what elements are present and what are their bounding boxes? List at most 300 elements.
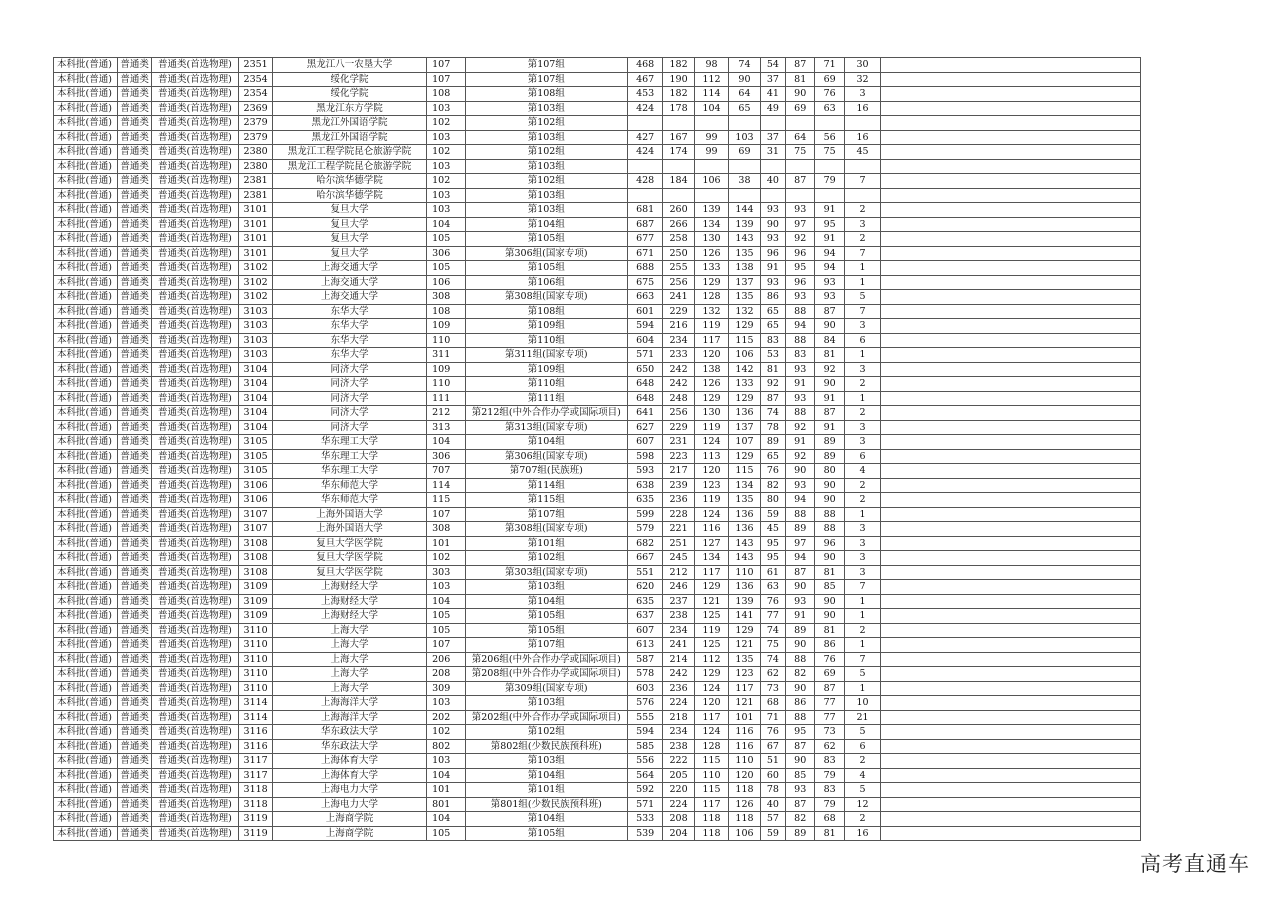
cell-subject-type: 普通类(首选物理): [152, 174, 238, 189]
cell-subject-type: 普通类(首选物理): [152, 362, 238, 377]
cell-score-d: 31: [760, 145, 785, 160]
cell-score-b: 129: [694, 667, 728, 682]
cell-school-code: 2379: [238, 116, 272, 131]
cell-empty: [881, 464, 1141, 479]
cell-batch: 本科批(普通): [54, 594, 118, 609]
cell-score-a: 220: [663, 783, 694, 798]
cell-batch: 本科批(普通): [54, 304, 118, 319]
cell-score-e: 89: [786, 623, 815, 638]
cell-score-b: 120: [694, 696, 728, 711]
cell-school-name: 复旦大学: [273, 217, 427, 232]
cell-group-name: 第110组: [465, 377, 627, 392]
cell-school-code: 3108: [238, 551, 272, 566]
table-row: [54, 652, 1141, 667]
cell-subject-type: 普通类(首选物理): [152, 522, 238, 537]
cell-group-name: 第107组: [465, 507, 627, 522]
cell-rank-count: 3: [844, 217, 881, 232]
table-row: [54, 667, 1141, 682]
cell-empty: [881, 101, 1141, 116]
cell-score-f: [815, 116, 844, 131]
cell-rank-count: [844, 116, 881, 131]
cell-batch: 本科批(普通): [54, 159, 118, 174]
cell-group-name: 第208组(中外合作办学或国际项目): [465, 667, 627, 682]
cell-score-d: 71: [760, 710, 785, 725]
cell-batch: 本科批(普通): [54, 551, 118, 566]
cell-school-name: 上海体育大学: [273, 768, 427, 783]
cell-score-a: 258: [663, 232, 694, 247]
cell-score-d: 76: [760, 725, 785, 740]
cell-rank-count: 5: [844, 667, 881, 682]
cell-school-name: 华东理工大学: [273, 449, 427, 464]
cell-category: 普通类: [117, 464, 151, 479]
cell-subject-type: 普通类(首选物理): [152, 304, 238, 319]
cell-school-name: 同济大学: [273, 420, 427, 435]
cell-group-name: 第110组: [465, 333, 627, 348]
cell-total-score: 578: [627, 667, 662, 682]
cell-category: 普通类: [117, 304, 151, 319]
cell-group-code: 103: [427, 101, 466, 116]
cell-total-score: 598: [627, 449, 662, 464]
table-row: [54, 580, 1141, 595]
cell-group-code: 107: [427, 58, 466, 73]
cell-score-b: 133: [694, 261, 728, 276]
cell-group-name: 第106组: [465, 275, 627, 290]
cell-group-code: 202: [427, 710, 466, 725]
cell-total-score: 427: [627, 130, 662, 145]
cell-category: 普通类: [117, 449, 151, 464]
cell-empty: [881, 246, 1141, 261]
cell-score-e: 93: [786, 594, 815, 609]
cell-total-score: [627, 188, 662, 203]
cell-school-name: 黑龙江外国语学院: [273, 130, 427, 145]
cell-school-name: 上海财经大学: [273, 609, 427, 624]
cell-category: 普通类: [117, 333, 151, 348]
cell-total-score: 604: [627, 333, 662, 348]
cell-score-e: 95: [786, 261, 815, 276]
cell-score-f: 76: [815, 652, 844, 667]
cell-group-code: 101: [427, 783, 466, 798]
cell-subject-type: 普通类(首选物理): [152, 667, 238, 682]
table-row: [54, 319, 1141, 334]
cell-school-name: 上海交通大学: [273, 261, 427, 276]
cell-group-name: 第313组(国家专项): [465, 420, 627, 435]
cell-rank-count: 21: [844, 710, 881, 725]
cell-category: 普通类: [117, 145, 151, 160]
cell-score-b: 125: [694, 638, 728, 653]
cell-score-e: 85: [786, 768, 815, 783]
cell-total-score: 424: [627, 145, 662, 160]
cell-score-e: 88: [786, 333, 815, 348]
cell-score-e: 91: [786, 609, 815, 624]
cell-group-code: 103: [427, 580, 466, 595]
table-row: [54, 304, 1141, 319]
cell-score-c: 120: [729, 768, 760, 783]
cell-score-b: 129: [694, 275, 728, 290]
cell-empty: [881, 319, 1141, 334]
cell-subject-type: 普通类(首选物理): [152, 159, 238, 174]
cell-score-a: 237: [663, 594, 694, 609]
cell-score-f: 84: [815, 333, 844, 348]
cell-school-name: 哈尔滨华德学院: [273, 174, 427, 189]
cell-group-name: 第105组: [465, 609, 627, 624]
cell-score-c: 106: [729, 348, 760, 363]
cell-school-name: 复旦大学: [273, 246, 427, 261]
cell-group-code: 212: [427, 406, 466, 421]
cell-group-name: 第111组: [465, 391, 627, 406]
cell-score-b: 128: [694, 739, 728, 754]
cell-group-code: 103: [427, 696, 466, 711]
cell-rank-count: 3: [844, 565, 881, 580]
table-row: [54, 87, 1141, 102]
cell-total-score: 594: [627, 319, 662, 334]
cell-subject-type: 普通类(首选物理): [152, 116, 238, 131]
cell-score-a: 256: [663, 406, 694, 421]
cell-group-name: 第101组: [465, 783, 627, 798]
table-row: [54, 188, 1141, 203]
cell-score-c: 136: [729, 507, 760, 522]
cell-category: 普通类: [117, 812, 151, 827]
cell-batch: 本科批(普通): [54, 58, 118, 73]
cell-rank-count: 10: [844, 696, 881, 711]
cell-group-name: 第206组(中外合作办学或国际项目): [465, 652, 627, 667]
cell-group-code: 101: [427, 536, 466, 551]
table-row: [54, 377, 1141, 392]
cell-score-b: 132: [694, 304, 728, 319]
cell-score-b: 116: [694, 522, 728, 537]
cell-batch: 本科批(普通): [54, 246, 118, 261]
cell-group-name: 第103组: [465, 203, 627, 218]
cell-category: 普通类: [117, 551, 151, 566]
cell-rank-count: 7: [844, 246, 881, 261]
cell-score-d: 93: [760, 275, 785, 290]
cell-subject-type: 普通类(首选物理): [152, 377, 238, 392]
cell-school-code: 3116: [238, 739, 272, 754]
cell-score-c: 135: [729, 290, 760, 305]
cell-score-f: 90: [815, 551, 844, 566]
cell-total-score: 613: [627, 638, 662, 653]
cell-rank-count: 7: [844, 174, 881, 189]
cell-score-b: 119: [694, 420, 728, 435]
cell-school-name: 东华大学: [273, 333, 427, 348]
cell-score-c: 69: [729, 145, 760, 160]
cell-school-code: 3104: [238, 362, 272, 377]
cell-group-name: 第107组: [465, 638, 627, 653]
cell-total-score: 585: [627, 739, 662, 754]
cell-score-c: 143: [729, 551, 760, 566]
table-row: [54, 826, 1141, 841]
cell-group-code: 111: [427, 391, 466, 406]
cell-empty: [881, 275, 1141, 290]
cell-total-score: 555: [627, 710, 662, 725]
cell-score-a: [663, 116, 694, 131]
cell-score-f: 90: [815, 478, 844, 493]
cell-score-a: 182: [663, 87, 694, 102]
cell-score-b: 114: [694, 87, 728, 102]
cell-batch: 本科批(普通): [54, 174, 118, 189]
cell-score-d: 76: [760, 464, 785, 479]
cell-empty: [881, 710, 1141, 725]
cell-score-d: 74: [760, 406, 785, 421]
cell-score-b: 117: [694, 710, 728, 725]
cell-empty: [881, 87, 1141, 102]
cell-group-code: 308: [427, 522, 466, 537]
cell-empty: [881, 725, 1141, 740]
table-row: [54, 130, 1141, 145]
cell-category: 普通类: [117, 290, 151, 305]
table-row: [54, 565, 1141, 580]
cell-score-f: 92: [815, 362, 844, 377]
cell-total-score: 607: [627, 435, 662, 450]
cell-total-score: 556: [627, 754, 662, 769]
cell-school-name: 上海海洋大学: [273, 710, 427, 725]
cell-batch: 本科批(普通): [54, 261, 118, 276]
cell-score-d: 87: [760, 391, 785, 406]
cell-rank-count: 3: [844, 435, 881, 450]
cell-school-name: 华东理工大学: [273, 464, 427, 479]
table-row: [54, 739, 1141, 754]
cell-score-d: 59: [760, 507, 785, 522]
cell-score-c: 115: [729, 333, 760, 348]
cell-category: 普通类: [117, 246, 151, 261]
table-row: [54, 725, 1141, 740]
cell-score-f: 56: [815, 130, 844, 145]
cell-group-code: 110: [427, 333, 466, 348]
table-row: [54, 101, 1141, 116]
cell-score-a: 242: [663, 362, 694, 377]
cell-score-e: 91: [786, 435, 815, 450]
cell-score-d: 75: [760, 638, 785, 653]
cell-batch: 本科批(普通): [54, 232, 118, 247]
cell-total-score: [627, 159, 662, 174]
cell-category: 普通类: [117, 391, 151, 406]
cell-empty: [881, 174, 1141, 189]
cell-score-d: [760, 188, 785, 203]
cell-score-e: 94: [786, 493, 815, 508]
cell-category: 普通类: [117, 87, 151, 102]
cell-score-f: 80: [815, 464, 844, 479]
cell-school-code: 3105: [238, 449, 272, 464]
cell-school-name: 上海交通大学: [273, 290, 427, 305]
cell-score-e: 86: [786, 696, 815, 711]
cell-group-name: 第103组: [465, 580, 627, 595]
cell-rank-count: 2: [844, 406, 881, 421]
table-row: [54, 638, 1141, 653]
cell-score-c: 134: [729, 478, 760, 493]
cell-school-name: 上海大学: [273, 681, 427, 696]
table-row: [54, 333, 1141, 348]
cell-score-a: 242: [663, 377, 694, 392]
cell-category: 普通类: [117, 101, 151, 116]
cell-empty: [881, 203, 1141, 218]
cell-score-c: 138: [729, 261, 760, 276]
cell-score-c: 121: [729, 696, 760, 711]
cell-category: 普通类: [117, 768, 151, 783]
cell-score-e: 88: [786, 507, 815, 522]
cell-score-d: 41: [760, 87, 785, 102]
cell-score-c: 141: [729, 609, 760, 624]
cell-score-c: 110: [729, 565, 760, 580]
cell-score-f: 89: [815, 435, 844, 450]
cell-score-a: 190: [663, 72, 694, 87]
cell-school-name: 同济大学: [273, 377, 427, 392]
cell-score-f: 88: [815, 507, 844, 522]
cell-score-b: [694, 188, 728, 203]
cell-score-a: 214: [663, 652, 694, 667]
cell-subject-type: 普通类(首选物理): [152, 290, 238, 305]
cell-school-code: 2354: [238, 72, 272, 87]
table-row: [54, 812, 1141, 827]
cell-score-d: 93: [760, 203, 785, 218]
cell-score-e: 91: [786, 377, 815, 392]
table-row: [54, 174, 1141, 189]
cell-batch: 本科批(普通): [54, 290, 118, 305]
cell-score-f: 83: [815, 754, 844, 769]
cell-score-e: 83: [786, 348, 815, 363]
cell-score-e: 88: [786, 304, 815, 319]
cell-school-name: 黑龙江工程学院昆仑旅游学院: [273, 159, 427, 174]
cell-group-name: 第308组(国家专项): [465, 522, 627, 537]
cell-subject-type: 普通类(首选物理): [152, 623, 238, 638]
cell-group-name: 第102组: [465, 145, 627, 160]
cell-score-b: 121: [694, 594, 728, 609]
cell-school-code: 3103: [238, 333, 272, 348]
cell-school-code: 3119: [238, 812, 272, 827]
cell-score-d: 37: [760, 130, 785, 145]
cell-score-e: 82: [786, 812, 815, 827]
cell-score-d: 93: [760, 232, 785, 247]
cell-score-e: 88: [786, 652, 815, 667]
cell-category: 普通类: [117, 594, 151, 609]
cell-empty: [881, 261, 1141, 276]
cell-school-code: 3110: [238, 638, 272, 653]
cell-total-score: 594: [627, 725, 662, 740]
cell-score-c: 118: [729, 812, 760, 827]
cell-score-a: 228: [663, 507, 694, 522]
cell-score-a: 266: [663, 217, 694, 232]
cell-group-name: 第303组(国家专项): [465, 565, 627, 580]
cell-score-e: 89: [786, 826, 815, 841]
cell-group-name: 第107组: [465, 58, 627, 73]
cell-total-score: 648: [627, 391, 662, 406]
cell-group-name: 第105组: [465, 623, 627, 638]
cell-group-code: 107: [427, 72, 466, 87]
cell-batch: 本科批(普通): [54, 116, 118, 131]
cell-school-name: 复旦大学医学院: [273, 536, 427, 551]
cell-score-b: 119: [694, 319, 728, 334]
cell-score-f: 87: [815, 304, 844, 319]
cell-score-e: 93: [786, 478, 815, 493]
cell-school-name: 上海体育大学: [273, 754, 427, 769]
cell-school-name: 上海外国语大学: [273, 522, 427, 537]
cell-rank-count: 3: [844, 87, 881, 102]
cell-empty: [881, 507, 1141, 522]
cell-score-e: 96: [786, 246, 815, 261]
cell-school-code: 3109: [238, 594, 272, 609]
cell-subject-type: 普通类(首选物理): [152, 768, 238, 783]
cell-score-b: 99: [694, 145, 728, 160]
cell-score-f: 93: [815, 290, 844, 305]
cell-group-code: 103: [427, 159, 466, 174]
cell-category: 普通类: [117, 507, 151, 522]
cell-score-a: 233: [663, 348, 694, 363]
cell-empty: [881, 739, 1141, 754]
cell-score-c: 106: [729, 826, 760, 841]
cell-score-f: 77: [815, 710, 844, 725]
cell-category: 普通类: [117, 232, 151, 247]
cell-category: 普通类: [117, 420, 151, 435]
cell-school-code: 2354: [238, 87, 272, 102]
cell-score-d: 78: [760, 420, 785, 435]
cell-total-score: 539: [627, 826, 662, 841]
cell-category: 普通类: [117, 565, 151, 580]
cell-school-name: 上海外国语大学: [273, 507, 427, 522]
cell-empty: [881, 609, 1141, 624]
cell-score-f: 75: [815, 145, 844, 160]
cell-group-code: 103: [427, 754, 466, 769]
cell-batch: 本科批(普通): [54, 725, 118, 740]
cell-school-name: 华东政法大学: [273, 739, 427, 754]
cell-score-e: 93: [786, 783, 815, 798]
cell-group-code: 707: [427, 464, 466, 479]
cell-score-f: [815, 188, 844, 203]
cell-school-name: 绥化学院: [273, 87, 427, 102]
cell-score-f: 81: [815, 565, 844, 580]
cell-score-a: 234: [663, 333, 694, 348]
cell-school-name: 华东理工大学: [273, 435, 427, 450]
cell-score-c: 38: [729, 174, 760, 189]
cell-school-name: 复旦大学: [273, 203, 427, 218]
cell-score-f: 87: [815, 681, 844, 696]
cell-score-d: 40: [760, 174, 785, 189]
cell-rank-count: 1: [844, 348, 881, 363]
cell-school-name: 东华大学: [273, 304, 427, 319]
cell-empty: [881, 522, 1141, 537]
cell-school-code: 2380: [238, 159, 272, 174]
cell-category: 普通类: [117, 710, 151, 725]
table-row: [54, 246, 1141, 261]
cell-school-code: 3114: [238, 710, 272, 725]
cell-score-f: 81: [815, 348, 844, 363]
cell-category: 普通类: [117, 159, 151, 174]
cell-batch: 本科批(普通): [54, 203, 118, 218]
cell-school-code: 2369: [238, 101, 272, 116]
cell-group-name: 第102组: [465, 116, 627, 131]
cell-group-name: 第103组: [465, 159, 627, 174]
cell-rank-count: 2: [844, 754, 881, 769]
cell-school-code: 3101: [238, 203, 272, 218]
cell-batch: 本科批(普通): [54, 739, 118, 754]
cell-score-f: 69: [815, 667, 844, 682]
table-row: [54, 797, 1141, 812]
cell-score-b: 119: [694, 623, 728, 638]
cell-rank-count: 1: [844, 609, 881, 624]
cell-group-code: 106: [427, 275, 466, 290]
cell-score-f: 81: [815, 826, 844, 841]
table-row: [54, 435, 1141, 450]
cell-score-f: 85: [815, 580, 844, 595]
cell-subject-type: 普通类(首选物理): [152, 217, 238, 232]
cell-school-code: 3104: [238, 391, 272, 406]
cell-score-c: 135: [729, 246, 760, 261]
cell-rank-count: 16: [844, 826, 881, 841]
cell-total-score: 467: [627, 72, 662, 87]
cell-score-b: 113: [694, 449, 728, 464]
cell-group-code: 802: [427, 739, 466, 754]
cell-score-e: 82: [786, 667, 815, 682]
cell-score-b: 125: [694, 609, 728, 624]
cell-rank-count: 7: [844, 304, 881, 319]
cell-score-f: 90: [815, 493, 844, 508]
